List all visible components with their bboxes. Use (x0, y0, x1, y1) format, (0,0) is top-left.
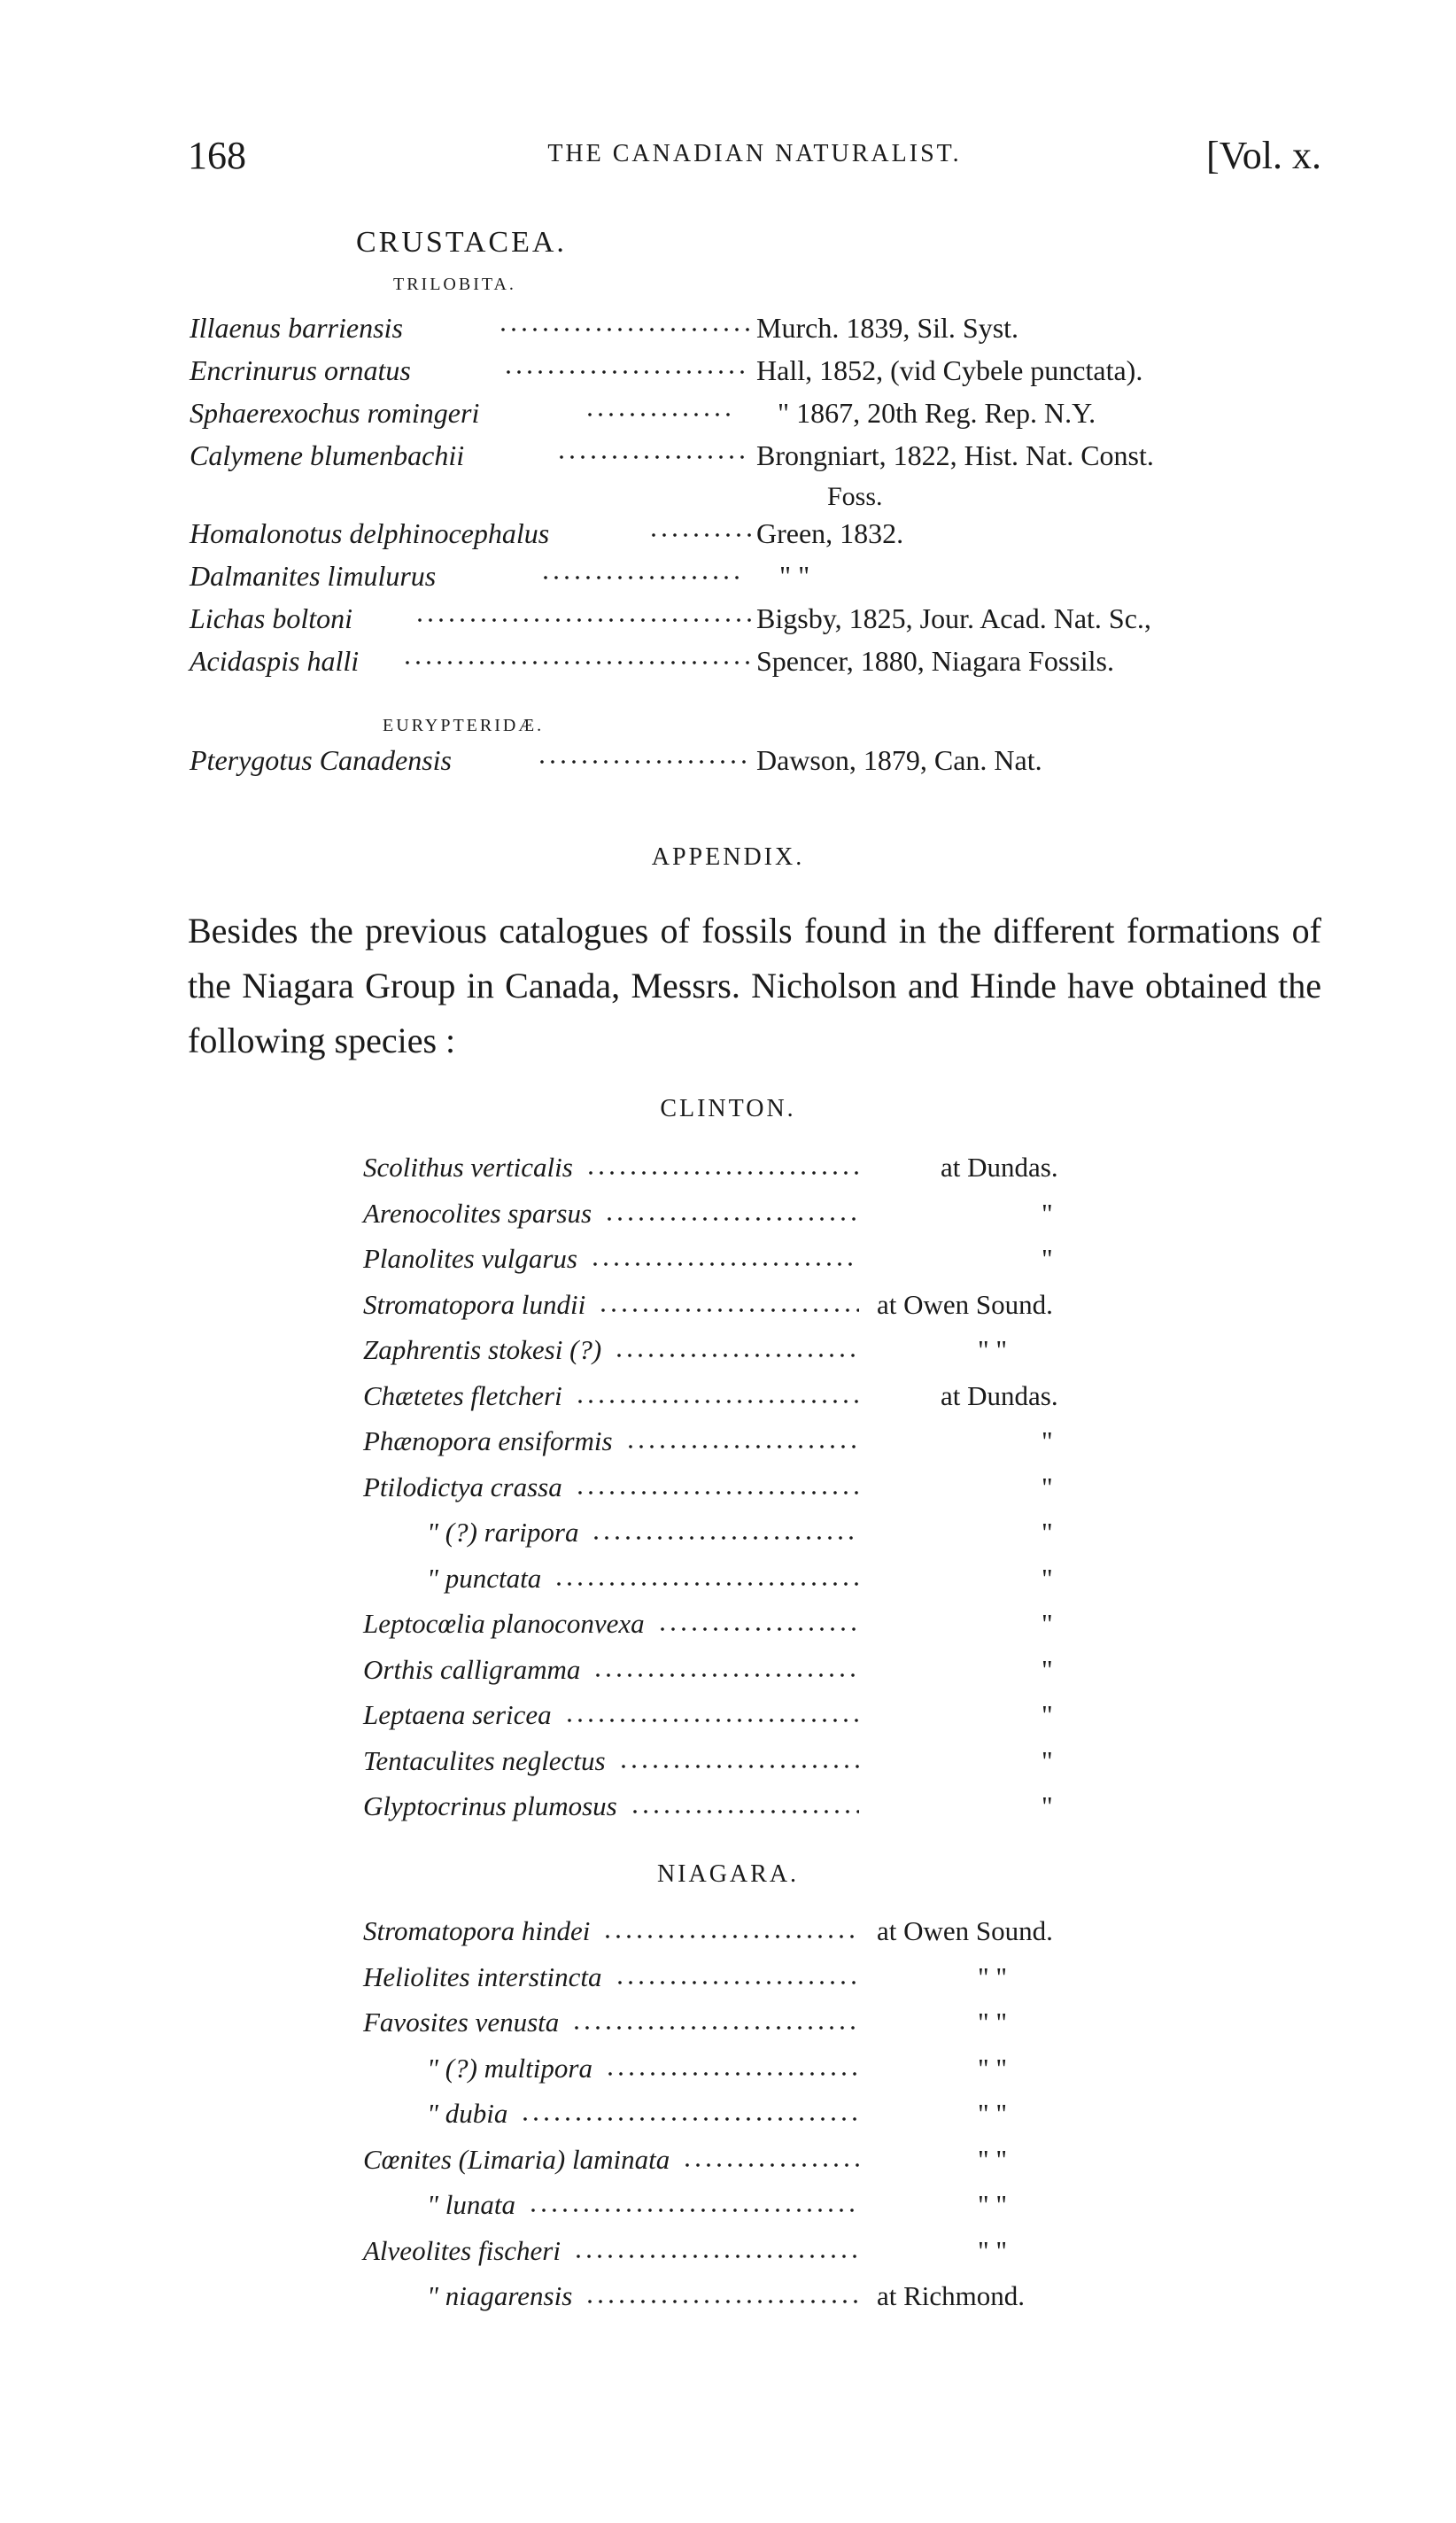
location: " " (978, 2234, 1008, 2266)
authority: Dawson, 1879, Can. Nat. (756, 744, 1042, 776)
leader-dots (585, 1171, 859, 1175)
running-title: THE CANADIAN NATURALIST. (547, 140, 962, 167)
leader-dots (604, 1217, 859, 1221)
species-name: Arenocolites sparsus (363, 1197, 592, 1229)
leader-dots (591, 1536, 859, 1540)
location: " (1042, 1608, 1053, 1639)
species-name: Tentaculites neglectus (363, 1744, 606, 1776)
leader-dots (528, 2209, 859, 2212)
species-name: Planolites vulgarus (363, 1243, 577, 1274)
location: " " (978, 1334, 1008, 1365)
species-name: Dalmanites limulurus (190, 560, 437, 592)
species-name: Leptocœlia planoconvexa (363, 1608, 645, 1639)
leader-dots (614, 1354, 859, 1357)
appendix-paragraph: Besides the previous catalogues of fossils found in the different formations of the Niagara Group in Canada, Messrs. Nicholson and Hinde have obtained the following species : (188, 911, 1321, 1060)
authority: " 1867, 20th Reg. Rep. N.Y. (778, 397, 1096, 429)
species-name: Acidaspis halli (190, 645, 360, 677)
species-name: Ptilodictya crassa (363, 1471, 562, 1502)
species-name: Lichas boltoni (190, 602, 353, 634)
species-name: " dubia (427, 2098, 508, 2129)
species-name: Leptaena sericea (363, 1699, 552, 1730)
authority: Hall, 1852, (vid Cybele punctata). (756, 354, 1143, 386)
leader-dots (592, 1673, 859, 1677)
clinton-heading: CLINTON. (660, 1095, 796, 1122)
location: " " (978, 1960, 1008, 1992)
location: at Dundas. (941, 1379, 1058, 1411)
leader-dots (625, 1445, 859, 1448)
location: at Dundas. (941, 1152, 1058, 1183)
species-name: Stromatopora lundii (363, 1288, 586, 1320)
authority: Spencer, 1880, Niagara Fossils. (756, 645, 1114, 677)
appendix-heading: APPENDIX. (651, 843, 805, 871)
leader-dots (615, 1981, 859, 1984)
location: " " (978, 2007, 1008, 2038)
location: at Owen Sound. (877, 1915, 1053, 1946)
leader-dots (575, 1400, 859, 1403)
species-name: Encrinurus ornatus (190, 354, 411, 386)
species-name: Chætetes fletcheri (363, 1379, 562, 1411)
species-name: Alveolites fischeri (363, 2234, 561, 2266)
species-name: " punctata (427, 1562, 542, 1594)
leader-dots (648, 533, 751, 537)
eurypterida-heading: EURYPTERIDÆ. (383, 716, 545, 735)
leader-dots (602, 1935, 859, 1938)
species-name: Glyptocrinus plumosus (363, 1790, 617, 1821)
leader-dots (503, 370, 751, 374)
location: " (1042, 1243, 1053, 1274)
species-name: " (?) multipora (427, 2052, 592, 2084)
niagara-heading: NIAGARA. (656, 1860, 800, 1888)
crustacea-heading: CRUSTACEA. (356, 226, 567, 259)
location: " (1042, 1790, 1053, 1821)
species-name: Calymene blumenbachii (190, 439, 465, 471)
location: " (1042, 1425, 1053, 1456)
location: " (1042, 1744, 1053, 1776)
species-name: Sphaerexochus romingeri (190, 397, 480, 429)
authority: Bigsby, 1825, Jour. Acad. Nat. Sc., (756, 602, 1151, 634)
leader-dots (585, 413, 735, 416)
leader-dots (571, 2026, 859, 2030)
species-name: Phænopora ensiformis (363, 1425, 613, 1456)
species-name: Cœnites (Limaria) laminata (363, 2143, 670, 2175)
species-name: Heliolites interstincta (363, 1960, 602, 1992)
leader-dots (657, 1627, 859, 1631)
species-name: Zaphrentis stokesi (?) (363, 1334, 602, 1365)
location: " " (978, 2189, 1008, 2220)
species-name: " niagarensis (427, 2280, 573, 2311)
location: " (1042, 1197, 1053, 1229)
leader-dots (590, 1262, 859, 1266)
running-header (188, 133, 1321, 186)
leader-dots (554, 1582, 859, 1586)
location: " " (978, 2052, 1008, 2084)
leader-dots (682, 2163, 859, 2167)
leader-dots (556, 455, 751, 459)
location: " (1042, 1517, 1053, 1548)
location: " (1042, 1653, 1053, 1685)
species-name: Illaenus barriensis (190, 312, 403, 344)
species-name: Stromatopora hindei (363, 1915, 591, 1946)
location: " (1042, 1471, 1053, 1502)
leader-dots (540, 576, 744, 579)
location: " " (978, 2143, 1008, 2175)
authority: Brongniart, 1822, Hist. Nat. Const. (756, 439, 1154, 471)
leader-dots (575, 1491, 859, 1494)
species-name: Orthis calligramma (363, 1653, 581, 1685)
trilobita-heading: TRILOBITA. (393, 275, 516, 294)
species-name: Scolithus verticalis (363, 1152, 573, 1183)
species-name: Homalonotus delphinocephalus (190, 517, 550, 549)
leader-dots (537, 760, 751, 764)
leader-dots (498, 328, 751, 331)
leader-dots (564, 1719, 859, 1722)
species-name: Favosites venusta (363, 2007, 560, 2038)
location: " " (978, 2098, 1008, 2129)
leader-dots (573, 2255, 859, 2258)
leader-dots (605, 2072, 859, 2076)
leader-dots (414, 618, 751, 622)
location: at Richmond. (877, 2280, 1026, 2311)
page-number: 168 (188, 134, 246, 177)
authority: Murch. 1839, Sil. Syst. (756, 312, 1019, 344)
location: " (1042, 1562, 1053, 1594)
leader-dots (618, 1765, 859, 1768)
leader-dots (598, 1308, 859, 1312)
authority: Green, 1832. (756, 517, 904, 549)
authority-continuation: Foss. (827, 482, 883, 511)
leader-dots (520, 2117, 859, 2121)
leader-dots (585, 2300, 859, 2303)
location: " (1042, 1699, 1053, 1730)
authority: " " (779, 560, 810, 592)
leader-dots (630, 1810, 859, 1813)
species-name: Pterygotus Canadensis (190, 744, 452, 776)
species-name: " lunata (427, 2189, 515, 2220)
location: at Owen Sound. (877, 1288, 1053, 1320)
species-name: " (?) raripora (427, 1517, 579, 1548)
volume-label: [Vol. x. (1206, 134, 1321, 177)
leader-dots (402, 661, 751, 664)
